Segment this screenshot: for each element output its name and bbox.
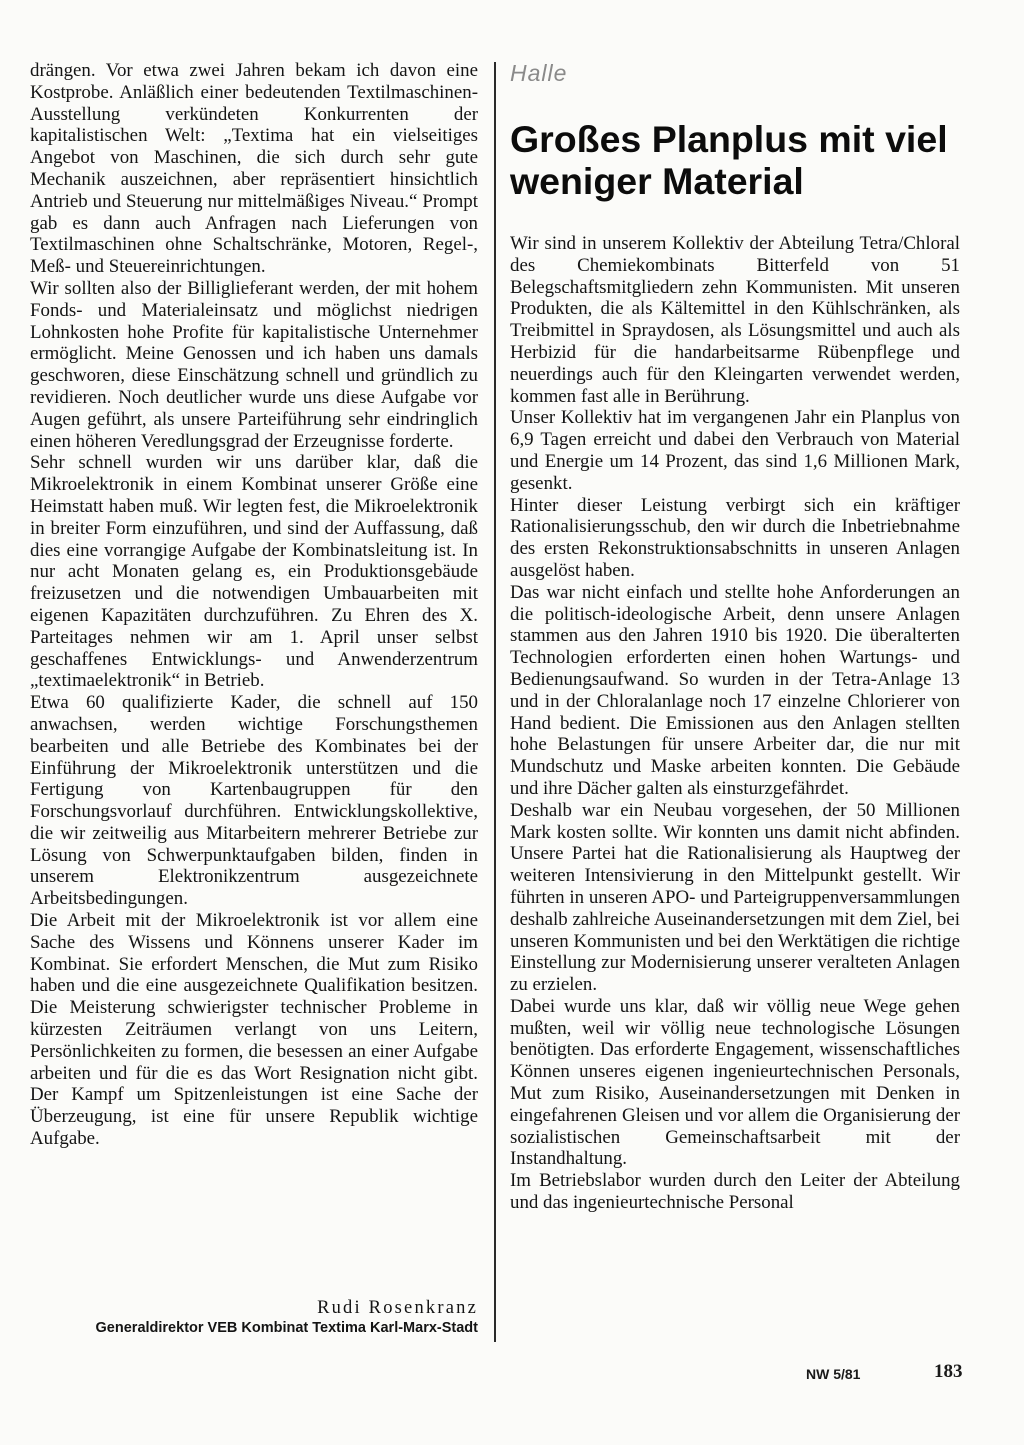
right-paragraph-4: Das war nicht einfach und stellte hohe Anforderungen an die politisch-ideologische Arbeit, denn unsere Anlagen stammen aus den Jahren 1910 bis 1920. Die überalterten Technologien erforderten einen hohen Wartungs- und Bedienungsaufwand. So wurden in der Tetra-Anlage 13 und in der Chloralanlage noch 17 einzelne Chlorierer von Hand bedient. Die Emissionen aus den Anlagen stellten hohe Belastungen für unsere Arbeiter dar, die nur mit Mundschutz und Maske arbeiten konnten. Die Gebäude und ihre Dächer galten als einsturzgefährdet. <box>510 581 960 799</box>
location-kicker: Halle <box>510 60 568 86</box>
right-paragraph-6: Dabei wurde uns klar, daß wir völlig neue Wege gehen mußten, weil wir völlig neue technologische Lösungen benötigten. Das erforderte Engagement, wissenschaftliches Können unseres eigenen ingenieurtechnischen Personals, Mut zum Risiko, Auseinandersetzungen mit Denken in eingefahrenen Gleisen und vor allem die Organisierung der sozialistischen Gemeinschaftsarbeit mit der Instandhaltung. <box>510 995 960 1170</box>
left-paragraph-4: Etwa 60 qualifizierte Kader, die schnell auf 150 anwachsen, werden wichtige Forschungsthemen bearbeiten und alle Betriebe des Kombinates bei der Einführung der Mikroelektronik unterstützen und die Fertigung von Kartenbaugruppen für den Forschungsvorlauf durchführen. Entwicklungskollektive, die wir zeitweilig aus Mitarbeitern mehrerer Betriebe zur Lösung von Schwerpunktaufgaben bilden, finden in unserem Elektronikzentrum ausgezeichnete Arbeitsbedingungen. <box>30 692 478 910</box>
right-paragraph-5: Deshalb war ein Neubau vorgesehen, der 50 Millionen Mark kosten sollte. Wir konnten uns damit nicht abfinden. Unsere Partei hat die Rationalisierung als Hauptweg der weiteren Intensivierung in den Mittelpunkt gestellt. Wir führten in unseren APO- und Parteigruppenversammlungen deshalb zahlreiche Auseinandersetzungen mit dem Ziel, bei unseren Kommunisten und bei den Werktätigen die richtige Einstellung zur Modernisierung unserer veralteten Anlagen zu erzielen. <box>510 799 960 996</box>
right-paragraph-3: Hinter dieser Leistung verbirgt sich ein kräftiger Rationalisierungsschub, den wir durch die Inbetriebnahme des ersten Rekonstruktionsabschnitts in unseren Anlagen ausgelöst haben. <box>510 494 960 581</box>
right-paragraph-7: Im Betriebslabor wurden durch den Leiter der Abteilung und das ingenieurtechnische Personal <box>510 1170 960 1214</box>
left-paragraph-1: drängen. Vor etwa zwei Jahren bekam ich davon eine Kostprobe. Anläßlich einer bedeutenden Textilmaschinen-Ausstellung verkündeten Konkurrenten der kapitalistischen Welt: „Textima hat ein vielseitiges Angebot von Maschinen, die sich durch sehr gute Mechanik auszeichnen, aber repräsentiert hinsichtlich Antrieb und Steuerung nur mittelmäßiges Niveau.“ Prompt gab es dann auch Anfragen nach Lieferungen von Textilmaschinen ohne Schaltschränke, Motoren, Regel-, Meß- und Steuereinrichtungen. <box>30 60 478 278</box>
left-paragraph-5: Die Arbeit mit der Mikroelektronik ist vor allem eine Sache des Wissens und Könnens unserer Kader im Kombinat. Sie erfordert Menschen, die Mut zum Risiko haben und die eine ausgezeichnete Qualifikation besitzen. Die Meisterung schwierigster technischer Probleme in kürzesten Zeiträumen verlangt von uns Leitern, Persönlichkeiten zu formen, die besessen an einer Aufgabe arbeiten und für die es das Wort Resignation nicht gibt. Der Kampf um Spitzenleistungen ist eine Sache der Überzeugung, ist eine für unsere Republik wichtige Aufgabe. <box>30 910 478 1150</box>
issue-label: NW 5/81 <box>806 1366 861 1382</box>
left-paragraph-2: Wir sollten also der Billiglieferant werden, der mit hohem Fonds- und Materialeinsatz und möglichst niedrigen Lohnkosten hohe Profite für kapitalistische Unternehmer ermöglicht. Meine Genossen und ich haben uns damals geschworen, diese Einschätzung schnell und gründlich zu revidieren. Noch deutlicher wurde uns diese Aufgabe vor Augen geführt, als unsere Parteiführung sehr eindringlich einen höheren Veredlungsgrad der Erzeugnisse forderte. <box>30 277 478 452</box>
right-paragraph-1: Wir sind in unserem Kollektiv der Abteilung Tetra/Chloral des Chemiekombinats Bitterfeld von 51 Belegschaftsmitgliedern zehn Kommunisten. Mit unseren Produkten, die als Kältemittel in den Kühlschränken, als Treibmittel in Spraydosen, als Lösungsmittel und auch als Herbizid für die handarbeitsarme Rübenpflege und neuerdings auch für den Kleingarten verwendet werden, kommen fast alle in Berührung. <box>510 233 960 407</box>
left-article-column <box>30 60 478 1150</box>
author-role: Generaldirektor VEB Kombinat Textima Karl-Marx-Stadt <box>95 1320 478 1336</box>
column-divider <box>494 62 496 1342</box>
right-paragraph-2: Unser Kollektiv hat im vergangenen Jahr ein Planplus von 6,9 Tagen erreicht und dabei den Verbrauch von Material und Energie um 14 Prozent, das sind 1,6 Millionen Mark, gesenkt. <box>510 407 960 494</box>
right-article-column <box>510 233 960 1214</box>
author-signature <box>30 1297 478 1338</box>
article-headline: Großes Planplus mit viel weniger Material <box>510 118 948 202</box>
left-paragraph-3: Sehr schnell wurden wir uns darüber klar, daß die Mikroelektronik in einem Kombinat unserer Größe eine Heimstatt haben muß. Wir legten fest, die Mikroelektronik in breiter Form einzuführen, und sind der Auffassung, daß dies eine vorrangige Aufgabe der Kombinatsleitung ist. In nur acht Monaten gelang es, ein Produktionsgebäude freizusetzen und die notwendigen Umbauarbeiten mit eigenen Kapazitäten durchzuführen. Zu Ehren des X. Parteitages nehmen wir am 1. April unser selbst geschaffenes Entwicklungs- und Anwenderzentrum „textimaelektronik“ in Betrieb. <box>30 452 478 692</box>
page-number: 183 <box>934 1361 963 1382</box>
author-name: Rudi Rosenkranz <box>317 1298 478 1318</box>
